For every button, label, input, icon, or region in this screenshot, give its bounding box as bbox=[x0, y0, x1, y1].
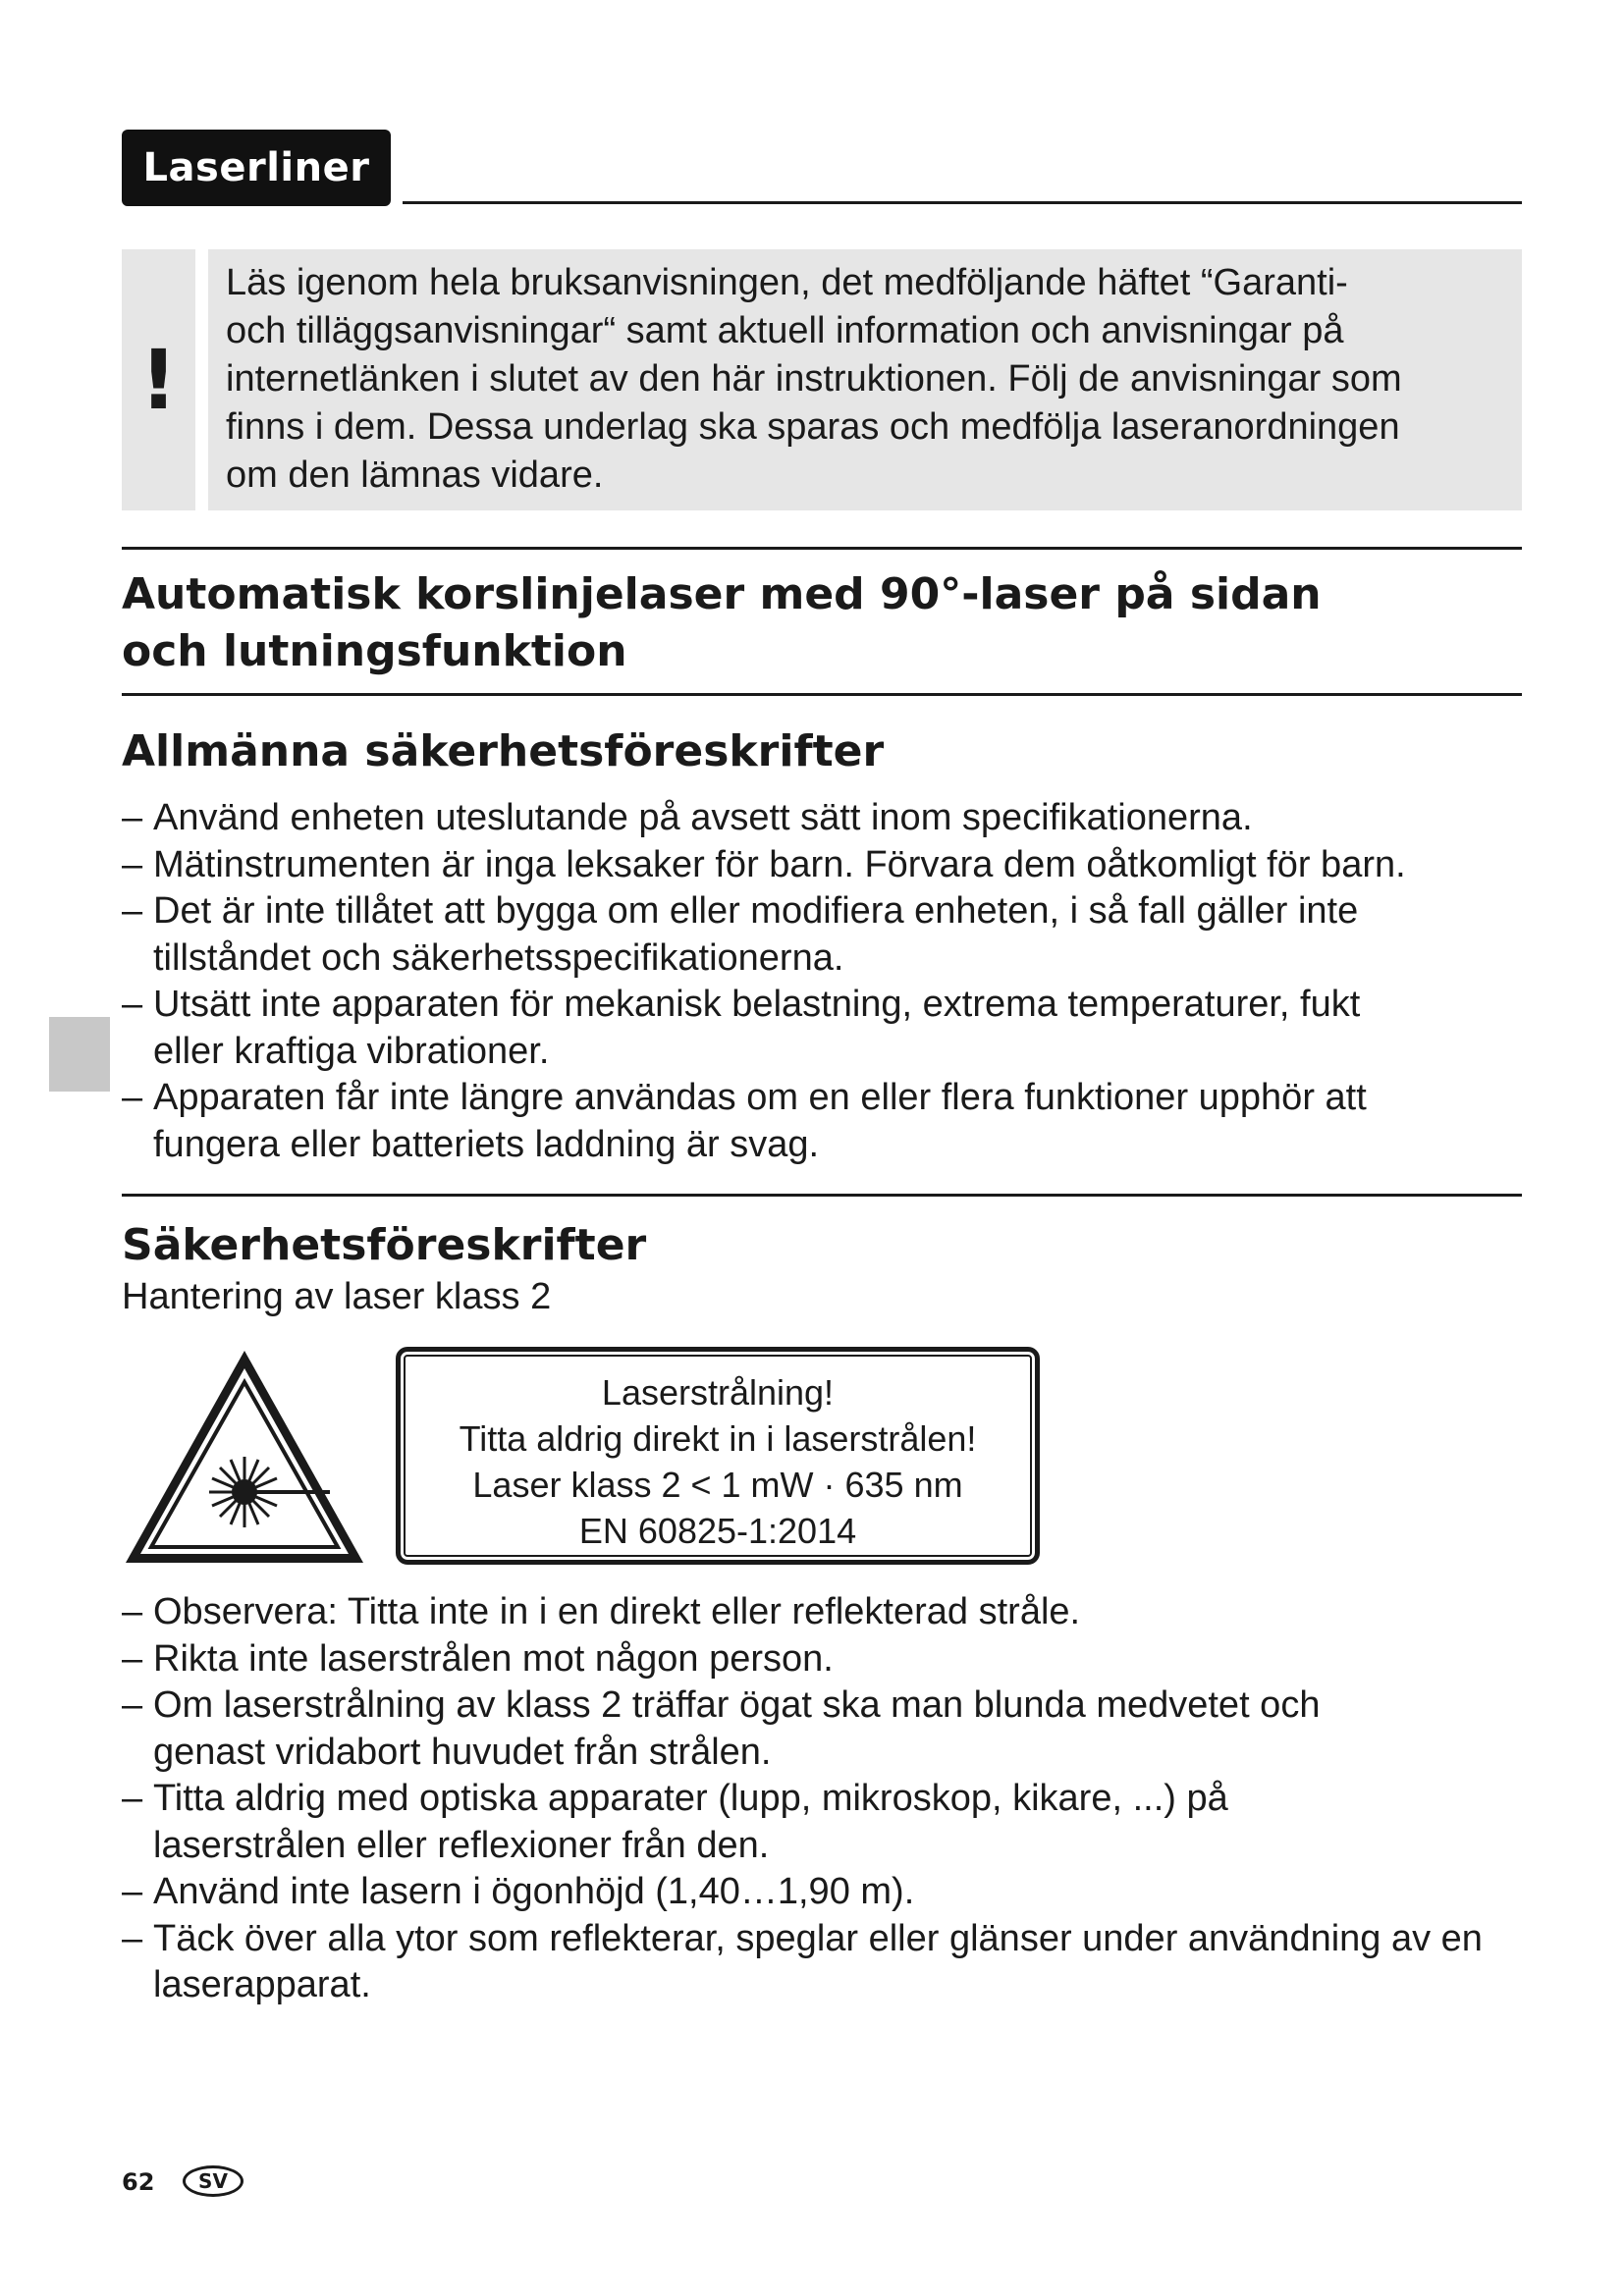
warning-line: Titta aldrig direkt in i laserstrålen! bbox=[459, 1418, 977, 1459]
laser-warning-label bbox=[396, 1347, 1040, 1565]
warning-line: EN 60825-1:2014 bbox=[578, 1511, 857, 1551]
laserliner-logo: Laserliner bbox=[122, 130, 391, 206]
list-item: – Observera: Titta inte in i en direkt eller reflekterad stråle. bbox=[122, 1589, 1536, 1636]
list-item: – Använd inte lasern i ögonhöjd (1,40…1,90 m). bbox=[122, 1869, 1536, 1916]
general-safety-list bbox=[122, 795, 1536, 1168]
dash-icon: – bbox=[122, 1778, 143, 1819]
product-title bbox=[122, 566, 1516, 680]
list-item: – Täck över alla ytor som reflekterar, speglar eller glänser under användning av en laserapparat. bbox=[122, 1917, 1483, 2005]
safety-subheading: Hantering av laser klass 2 bbox=[122, 1276, 552, 1317]
dash-icon: – bbox=[122, 797, 143, 838]
warning-line: Laser klass 2 < 1 mW · 635 nm bbox=[472, 1465, 963, 1505]
exclamation-icon: ! bbox=[122, 249, 195, 510]
notice-box bbox=[208, 249, 1522, 510]
notice-line: om den lämnas vidare. bbox=[226, 454, 604, 496]
list-item: – Mätinstrumenten är inga leksaker för barn. Förvara dem oåtkomligt för barn. bbox=[122, 842, 1536, 889]
product-title-line1: Automatisk korslinjelaser med 90°-laser på sidan bbox=[122, 569, 1322, 619]
dash-icon: – bbox=[122, 890, 143, 932]
header-rule bbox=[403, 201, 1522, 204]
dash-icon: – bbox=[122, 1637, 143, 1680]
list-item: – Använd enheten uteslutande på avsett sätt inom specifikationerna. bbox=[122, 795, 1536, 842]
dash-icon: – bbox=[122, 984, 143, 1025]
dash-icon: – bbox=[122, 1077, 143, 1118]
notice-line: Läs igenom hela bruksanvisningen, det medföljande häftet “Garanti- bbox=[226, 262, 1348, 303]
general-safety-heading: Allmänna säkerhetsföreskrifter bbox=[122, 726, 885, 776]
divider bbox=[122, 1194, 1522, 1197]
list-item: – Titta aldrig med optiska apparater (lupp, mikroskop, kikare, ...) på laserstrålen eller reflexioner från den. bbox=[122, 1778, 1228, 1866]
list-item: – Det är inte tillåtet att bygga om eller modifiera enheten, i så fall gäller inte tillståndet och säkerhetsspecifikationerna. bbox=[122, 890, 1359, 979]
divider bbox=[122, 547, 1522, 550]
list-item: – Utsätt inte apparaten för mekanisk belastning, extrema temperaturer, fukt eller kraftiga vibrationer. bbox=[122, 984, 1361, 1072]
safety-list bbox=[122, 1589, 1536, 2009]
language-badge: SV bbox=[183, 2165, 244, 2197]
dash-icon: – bbox=[122, 1684, 143, 1726]
dash-icon: – bbox=[122, 843, 143, 885]
laser-warning-icon bbox=[122, 1347, 367, 1567]
side-tab-marker bbox=[49, 1017, 110, 1092]
safety-heading: Säkerhetsföreskrifter bbox=[122, 1220, 647, 1270]
notice-line: internetlänken i slutet av den här instruktionen. Följ de anvisningar som bbox=[226, 358, 1402, 400]
list-item: – Rikta inte laserstrålen mot någon person. bbox=[122, 1636, 1536, 1683]
notice-text bbox=[226, 259, 1504, 500]
dash-icon: – bbox=[122, 1591, 143, 1632]
list-item: – Om laserstrålning av klass 2 träffar ögat ska man blunda medvetet och genast vridabort huvudet från strålen. bbox=[122, 1684, 1321, 1773]
page-number: 62 bbox=[122, 2168, 155, 2196]
list-item: – Apparaten får inte längre användas om en eller flera funktioner upphör att fungera eller batteriets laddning är svag. bbox=[122, 1077, 1367, 1165]
product-title-line2: och lutningsfunktion bbox=[122, 626, 627, 676]
dash-icon: – bbox=[122, 1917, 143, 1959]
notice-line: finns i dem. Dessa underlag ska sparas och medfölja laseranordningen bbox=[226, 406, 1400, 448]
notice-line: och tilläggsanvisningar“ samt aktuell information och anvisningar på bbox=[226, 310, 1344, 351]
divider bbox=[122, 693, 1522, 696]
dash-icon: – bbox=[122, 1871, 143, 1912]
warning-line: Laserstrålning! bbox=[601, 1372, 835, 1413]
